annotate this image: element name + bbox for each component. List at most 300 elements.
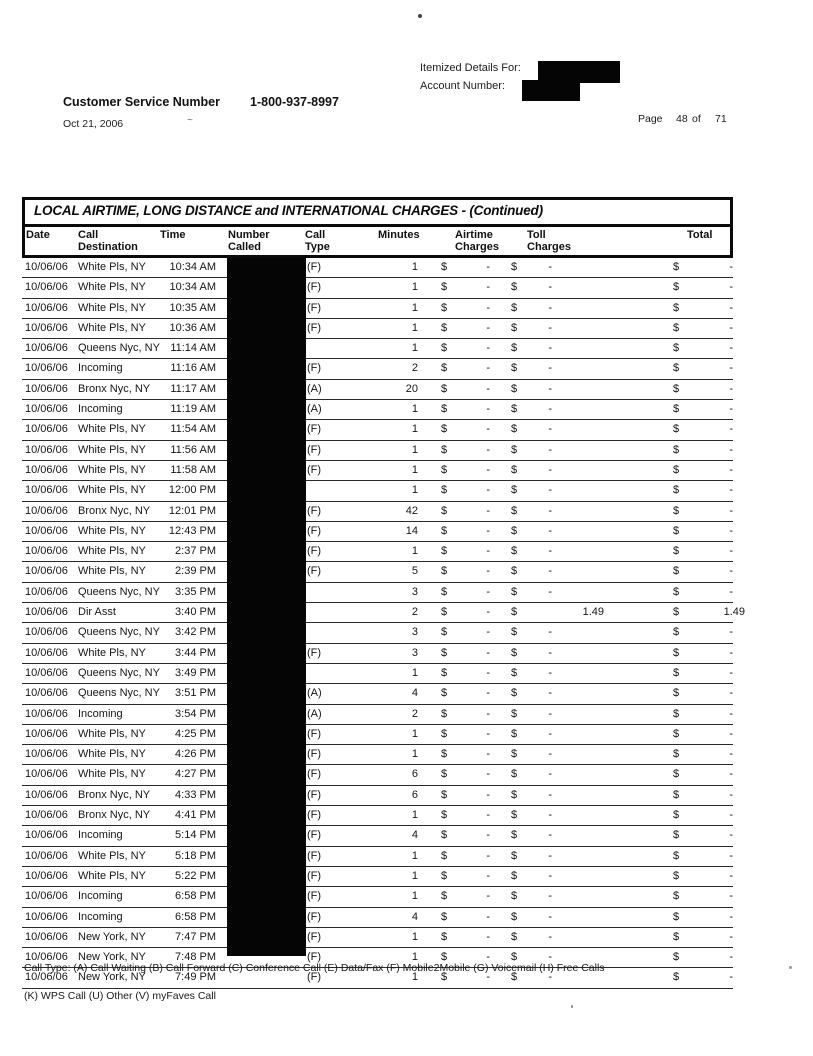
cell-toll: - (548, 951, 552, 964)
dollar-sign: $ (441, 382, 448, 395)
dollar-sign: $ (511, 281, 518, 294)
cell-call-type: (F) (307, 423, 322, 436)
cell-destination: Incoming (78, 707, 123, 720)
cell-date: 10/06/06 (25, 606, 68, 619)
cell-destination: White Pls, NY (78, 463, 146, 476)
dollar-sign: $ (673, 849, 680, 862)
dollar-sign: $ (441, 504, 448, 517)
dollar-sign: $ (673, 829, 680, 842)
cell-time: 2:39 PM (175, 565, 216, 578)
dollar-sign: $ (511, 423, 518, 436)
dollar-sign: $ (673, 463, 680, 476)
dollar-sign: $ (511, 382, 518, 395)
table-row (22, 461, 733, 481)
dollar-sign: $ (441, 524, 448, 537)
cell-minutes: 1 (411, 403, 418, 416)
dollar-sign: $ (441, 342, 448, 355)
dollar-sign: $ (511, 707, 518, 720)
col-header-number-called: Number Called (228, 229, 270, 253)
cell-airtime: - (486, 403, 490, 416)
cell-toll: - (548, 463, 552, 476)
cell-toll: - (548, 342, 552, 355)
dollar-sign: $ (511, 930, 518, 943)
cell-date: 10/06/06 (25, 748, 68, 761)
cell-minutes: 3 (411, 646, 418, 659)
dollar-sign: $ (511, 321, 518, 334)
table-row (22, 826, 733, 846)
cell-time: 4:27 PM (175, 768, 216, 781)
cell-date: 10/06/06 (25, 321, 68, 334)
dollar-sign: $ (673, 443, 680, 456)
cell-airtime: - (486, 423, 490, 436)
cell-destination: White Pls, NY (78, 321, 146, 334)
cell-destination: New York, NY (78, 951, 146, 964)
table-row (22, 705, 733, 725)
cell-toll: - (548, 646, 552, 659)
cell-toll: - (548, 687, 552, 700)
cell-total: - (729, 930, 733, 943)
cell-total: - (729, 727, 733, 740)
dollar-sign: $ (511, 524, 518, 537)
cell-total: - (729, 524, 733, 537)
cell-minutes: 1 (411, 727, 418, 740)
cell-time: 11:58 AM (170, 463, 216, 476)
cell-total: - (729, 545, 733, 558)
cell-airtime: - (486, 869, 490, 882)
cell-time: 4:25 PM (175, 727, 216, 740)
cell-call-type: (F) (307, 443, 322, 456)
dollar-sign: $ (441, 321, 448, 334)
dollar-sign: $ (511, 687, 518, 700)
cell-total: - (729, 585, 733, 598)
cell-time: 3:51 PM (175, 687, 216, 700)
cell-time: 7:48 PM (175, 951, 216, 964)
cell-destination: Bronx Nyc, NY (78, 788, 151, 801)
dollar-sign: $ (441, 484, 448, 497)
dollar-sign: $ (441, 463, 448, 476)
cell-airtime: - (486, 971, 490, 984)
cell-date: 10/06/06 (25, 403, 68, 416)
cell-minutes: 1 (411, 809, 418, 822)
dollar-sign: $ (441, 646, 448, 659)
cell-minutes: 1 (411, 261, 418, 273)
cell-time: 3:40 PM (175, 606, 216, 619)
cell-time: 11:16 AM (170, 362, 216, 375)
table-title: LOCAL AIRTIME, LONG DISTANCE and INTERNATIONAL CHARGES - (Continued) (34, 203, 543, 218)
cell-date: 10/06/06 (25, 261, 68, 273)
cell-total: - (729, 707, 733, 720)
cell-airtime: - (486, 524, 490, 537)
redaction-box (522, 80, 580, 101)
cell-total: - (729, 504, 733, 517)
cell-total: - (729, 971, 733, 984)
cell-date: 10/06/06 (25, 443, 68, 456)
dollar-sign: $ (511, 951, 518, 964)
cell-minutes: 6 (411, 768, 418, 781)
dollar-sign: $ (511, 646, 518, 659)
cell-destination: White Pls, NY (78, 423, 146, 436)
cell-toll: - (548, 403, 552, 416)
dollar-sign: $ (511, 301, 518, 314)
cell-time: 12:00 PM (168, 484, 216, 497)
dollar-sign: $ (673, 321, 680, 334)
cell-airtime: - (486, 666, 490, 679)
cell-time: 7:47 PM (175, 930, 216, 943)
dollar-sign: $ (441, 261, 448, 273)
cell-toll: - (548, 809, 552, 822)
cell-time: 7:49 PM (175, 971, 216, 984)
cell-time: 2:37 PM (175, 545, 216, 558)
col-header-date: Date (26, 229, 50, 241)
cell-destination: Queens Nyc, NY (78, 666, 160, 679)
dollar-sign: $ (441, 362, 448, 375)
table-row (22, 908, 733, 928)
dollar-sign: $ (511, 971, 518, 984)
cell-minutes: 1 (411, 930, 418, 943)
cell-minutes: 14 (405, 524, 418, 537)
cell-airtime: - (486, 281, 490, 294)
cell-toll: - (548, 727, 552, 740)
dollar-sign: $ (673, 869, 680, 882)
cell-minutes: 3 (411, 585, 418, 598)
table-header-box (22, 197, 733, 258)
cell-destination: Queens Nyc, NY (78, 585, 160, 598)
cell-call-type: (A) (307, 382, 322, 395)
cell-call-type: (A) (307, 707, 322, 720)
cell-airtime: - (486, 788, 490, 801)
cell-toll: - (548, 545, 552, 558)
scan-speck (571, 1005, 573, 1008)
cell-airtime: - (486, 585, 490, 598)
table-row (22, 664, 733, 684)
cell-toll: - (548, 971, 552, 984)
col-header-toll-charges: Toll Charges (527, 229, 572, 253)
cell-destination: White Pls, NY (78, 524, 146, 537)
cell-time: 10:35 AM (169, 301, 216, 314)
cell-total: - (729, 687, 733, 700)
cell-destination: New York, NY (78, 971, 146, 984)
dollar-sign: $ (441, 788, 448, 801)
cell-toll: - (548, 484, 552, 497)
cell-date: 10/06/06 (25, 971, 68, 984)
table-row (22, 644, 733, 664)
cell-date: 10/06/06 (25, 545, 68, 558)
dollar-sign: $ (673, 362, 680, 375)
dollar-sign: $ (673, 301, 680, 314)
dollar-sign: $ (441, 971, 448, 984)
cell-toll: - (548, 423, 552, 436)
cell-toll: - (548, 890, 552, 903)
dollar-sign: $ (511, 342, 518, 355)
cell-destination: White Pls, NY (78, 768, 146, 781)
cell-total: - (729, 910, 733, 923)
cell-airtime: - (486, 484, 490, 497)
dollar-sign: $ (511, 666, 518, 679)
dollar-sign: $ (441, 403, 448, 416)
dollar-sign: $ (441, 849, 448, 862)
cell-total: - (729, 869, 733, 882)
cell-toll: - (548, 869, 552, 882)
dollar-sign: $ (673, 423, 680, 436)
cell-total: - (729, 261, 733, 273)
table-body (22, 258, 745, 989)
cell-airtime: - (486, 382, 490, 395)
cell-total: - (729, 301, 733, 314)
cell-total: - (729, 362, 733, 375)
dollar-sign: $ (441, 281, 448, 294)
redaction-number-called-column (227, 258, 306, 956)
cell-date: 10/06/06 (25, 362, 68, 375)
dollar-sign: $ (673, 687, 680, 700)
cell-call-type: (F) (307, 727, 322, 740)
cell-call-type: (F) (307, 748, 322, 761)
table-row (22, 502, 733, 522)
cell-airtime: - (486, 443, 490, 456)
cell-total: - (729, 768, 733, 781)
dollar-sign: $ (511, 484, 518, 497)
cell-airtime: - (486, 463, 490, 476)
table-title-row (25, 200, 730, 227)
cell-call-type: (F) (307, 849, 322, 862)
cell-destination: White Pls, NY (78, 484, 146, 497)
cell-total: - (729, 281, 733, 294)
cell-minutes: 20 (405, 382, 418, 395)
cell-time: 5:22 PM (175, 869, 216, 882)
cell-minutes: 6 (411, 788, 418, 801)
cell-call-type: (F) (307, 463, 322, 476)
dollar-sign: $ (511, 443, 518, 456)
cell-total: - (729, 666, 733, 679)
cell-total: - (729, 342, 733, 355)
cell-destination: Incoming (78, 362, 123, 375)
cell-call-type: (F) (307, 930, 322, 943)
cell-minutes: 3 (411, 626, 418, 639)
cell-date: 10/06/06 (25, 423, 68, 436)
dollar-sign: $ (673, 646, 680, 659)
cell-destination: Queens Nyc, NY (78, 626, 160, 639)
cell-destination: White Pls, NY (78, 565, 146, 578)
cell-date: 10/06/06 (25, 281, 68, 294)
cell-date: 10/06/06 (25, 463, 68, 476)
cell-toll: - (548, 261, 552, 273)
cell-call-type: (F) (307, 646, 322, 659)
dollar-sign: $ (511, 869, 518, 882)
dollar-sign: $ (511, 626, 518, 639)
cell-minutes: 1 (411, 951, 418, 964)
dollar-sign: $ (673, 403, 680, 416)
dollar-sign: $ (673, 261, 680, 273)
cell-date: 10/06/06 (25, 301, 68, 314)
table-row (22, 522, 733, 542)
table-row (22, 725, 733, 745)
cell-toll: - (548, 281, 552, 294)
table-column-headers (25, 227, 730, 255)
cell-toll: - (548, 768, 552, 781)
cell-call-type: (F) (307, 910, 322, 923)
cell-time: 11:17 AM (170, 382, 216, 395)
cell-call-type: (F) (307, 829, 322, 842)
cell-toll: - (548, 362, 552, 375)
cell-minutes: 1 (411, 849, 418, 862)
table-row (22, 380, 733, 400)
cell-destination: White Pls, NY (78, 869, 146, 882)
cell-airtime: - (486, 342, 490, 355)
cell-airtime: - (486, 362, 490, 375)
dollar-sign: $ (441, 707, 448, 720)
dollar-sign: $ (441, 626, 448, 639)
cell-minutes: 4 (411, 687, 418, 700)
cell-destination: New York, NY (78, 930, 146, 943)
cell-toll: - (548, 524, 552, 537)
cell-date: 10/06/06 (25, 930, 68, 943)
dollar-sign: $ (511, 403, 518, 416)
cell-airtime: - (486, 890, 490, 903)
cell-total: - (729, 829, 733, 842)
dollar-sign: $ (673, 788, 680, 801)
table-row (22, 583, 733, 603)
dollar-sign: $ (511, 504, 518, 517)
cell-time: 10:34 AM (169, 261, 216, 273)
dollar-sign: $ (673, 910, 680, 923)
dollar-sign: $ (441, 606, 448, 619)
dollar-sign: $ (441, 666, 448, 679)
cell-destination: Incoming (78, 403, 123, 416)
dollar-sign: $ (673, 504, 680, 517)
cell-toll: - (548, 585, 552, 598)
cell-total: - (729, 788, 733, 801)
page-label: Page (638, 113, 663, 125)
cell-total: - (729, 321, 733, 334)
dollar-sign: $ (673, 524, 680, 537)
dollar-sign: $ (441, 301, 448, 314)
dollar-sign: $ (673, 626, 680, 639)
cell-destination: Bronx Nyc, NY (78, 809, 151, 822)
dollar-sign: $ (511, 545, 518, 558)
cell-date: 10/06/06 (25, 484, 68, 497)
dollar-sign: $ (511, 809, 518, 822)
dollar-sign: $ (441, 545, 448, 558)
cell-total: - (729, 443, 733, 456)
dollar-sign: $ (673, 890, 680, 903)
table-row (22, 867, 733, 887)
cell-total: 1.49 (723, 606, 745, 619)
cell-call-type: (F) (307, 545, 322, 558)
cell-call-type: (F) (307, 890, 322, 903)
cell-date: 10/06/06 (25, 951, 68, 964)
cell-total: - (729, 403, 733, 416)
cell-date: 10/06/06 (25, 687, 68, 700)
cell-minutes: 1 (411, 666, 418, 679)
cell-call-type: (F) (307, 261, 322, 273)
cell-date: 10/06/06 (25, 707, 68, 720)
cell-call-type: (F) (307, 971, 322, 984)
cell-time: 10:36 AM (169, 321, 216, 334)
cell-date: 10/06/06 (25, 829, 68, 842)
cell-date: 10/06/06 (25, 768, 68, 781)
cell-toll: - (548, 849, 552, 862)
cell-toll: - (548, 504, 552, 517)
dollar-sign: $ (511, 565, 518, 578)
cell-destination: White Pls, NY (78, 545, 146, 558)
dollar-sign: $ (673, 930, 680, 943)
cell-date: 10/06/06 (25, 849, 68, 862)
cell-toll: - (548, 748, 552, 761)
cell-call-type: (F) (307, 869, 322, 882)
cell-airtime: - (486, 951, 490, 964)
cell-airtime: - (486, 849, 490, 862)
dollar-sign: $ (441, 423, 448, 436)
cell-date: 10/06/06 (25, 565, 68, 578)
cell-destination: Dir Asst (78, 606, 116, 619)
cell-call-type: (F) (307, 362, 322, 375)
dollar-sign: $ (441, 890, 448, 903)
cell-date: 10/06/06 (25, 524, 68, 537)
cell-time: 3:35 PM (175, 585, 216, 598)
cell-destination: White Pls, NY (78, 748, 146, 761)
cell-time: 3:42 PM (175, 626, 216, 639)
dollar-sign: $ (441, 930, 448, 943)
cell-toll: - (548, 301, 552, 314)
cell-destination: White Pls, NY (78, 301, 146, 314)
table-row (22, 542, 733, 562)
table-row (22, 400, 733, 420)
dollar-sign: $ (441, 768, 448, 781)
cell-time: 11:54 AM (170, 423, 216, 436)
cell-call-type: (F) (307, 809, 322, 822)
dollar-sign: $ (441, 809, 448, 822)
customer-service-number: 1-800-937-8997 (250, 95, 339, 109)
cell-call-type: (F) (307, 504, 322, 517)
dollar-sign: $ (441, 748, 448, 761)
cell-date: 10/06/06 (25, 646, 68, 659)
cell-minutes: 42 (405, 504, 418, 517)
cell-airtime: - (486, 768, 490, 781)
table-row (22, 319, 733, 339)
cell-total: - (729, 484, 733, 497)
cell-toll: - (548, 910, 552, 923)
table-row (22, 928, 733, 948)
cell-minutes: 1 (411, 423, 418, 436)
dollar-sign: $ (511, 788, 518, 801)
table-row (22, 562, 733, 582)
dollar-sign: $ (673, 281, 680, 294)
dollar-sign: $ (673, 666, 680, 679)
cell-airtime: - (486, 930, 490, 943)
cell-date: 10/06/06 (25, 666, 68, 679)
table-row (22, 258, 733, 278)
col-header-call-destination: Call Destination (78, 229, 138, 253)
cell-call-type: (A) (307, 403, 322, 416)
dollar-sign: $ (511, 748, 518, 761)
cell-date: 10/06/06 (25, 869, 68, 882)
dollar-sign: $ (673, 545, 680, 558)
cell-total: - (729, 463, 733, 476)
cell-minutes: 1 (411, 748, 418, 761)
cell-total: - (729, 565, 733, 578)
dollar-sign: $ (673, 951, 680, 964)
dollar-sign: $ (511, 362, 518, 375)
cell-airtime: - (486, 565, 490, 578)
col-header-call-type: Call Type (305, 229, 330, 253)
cell-destination: White Pls, NY (78, 443, 146, 456)
cell-date: 10/06/06 (25, 809, 68, 822)
dollar-sign: $ (673, 382, 680, 395)
dollar-sign: $ (673, 971, 680, 984)
table-row (22, 278, 733, 298)
cell-toll: - (548, 829, 552, 842)
cell-time: 5:14 PM (175, 829, 216, 842)
cell-date: 10/06/06 (25, 910, 68, 923)
